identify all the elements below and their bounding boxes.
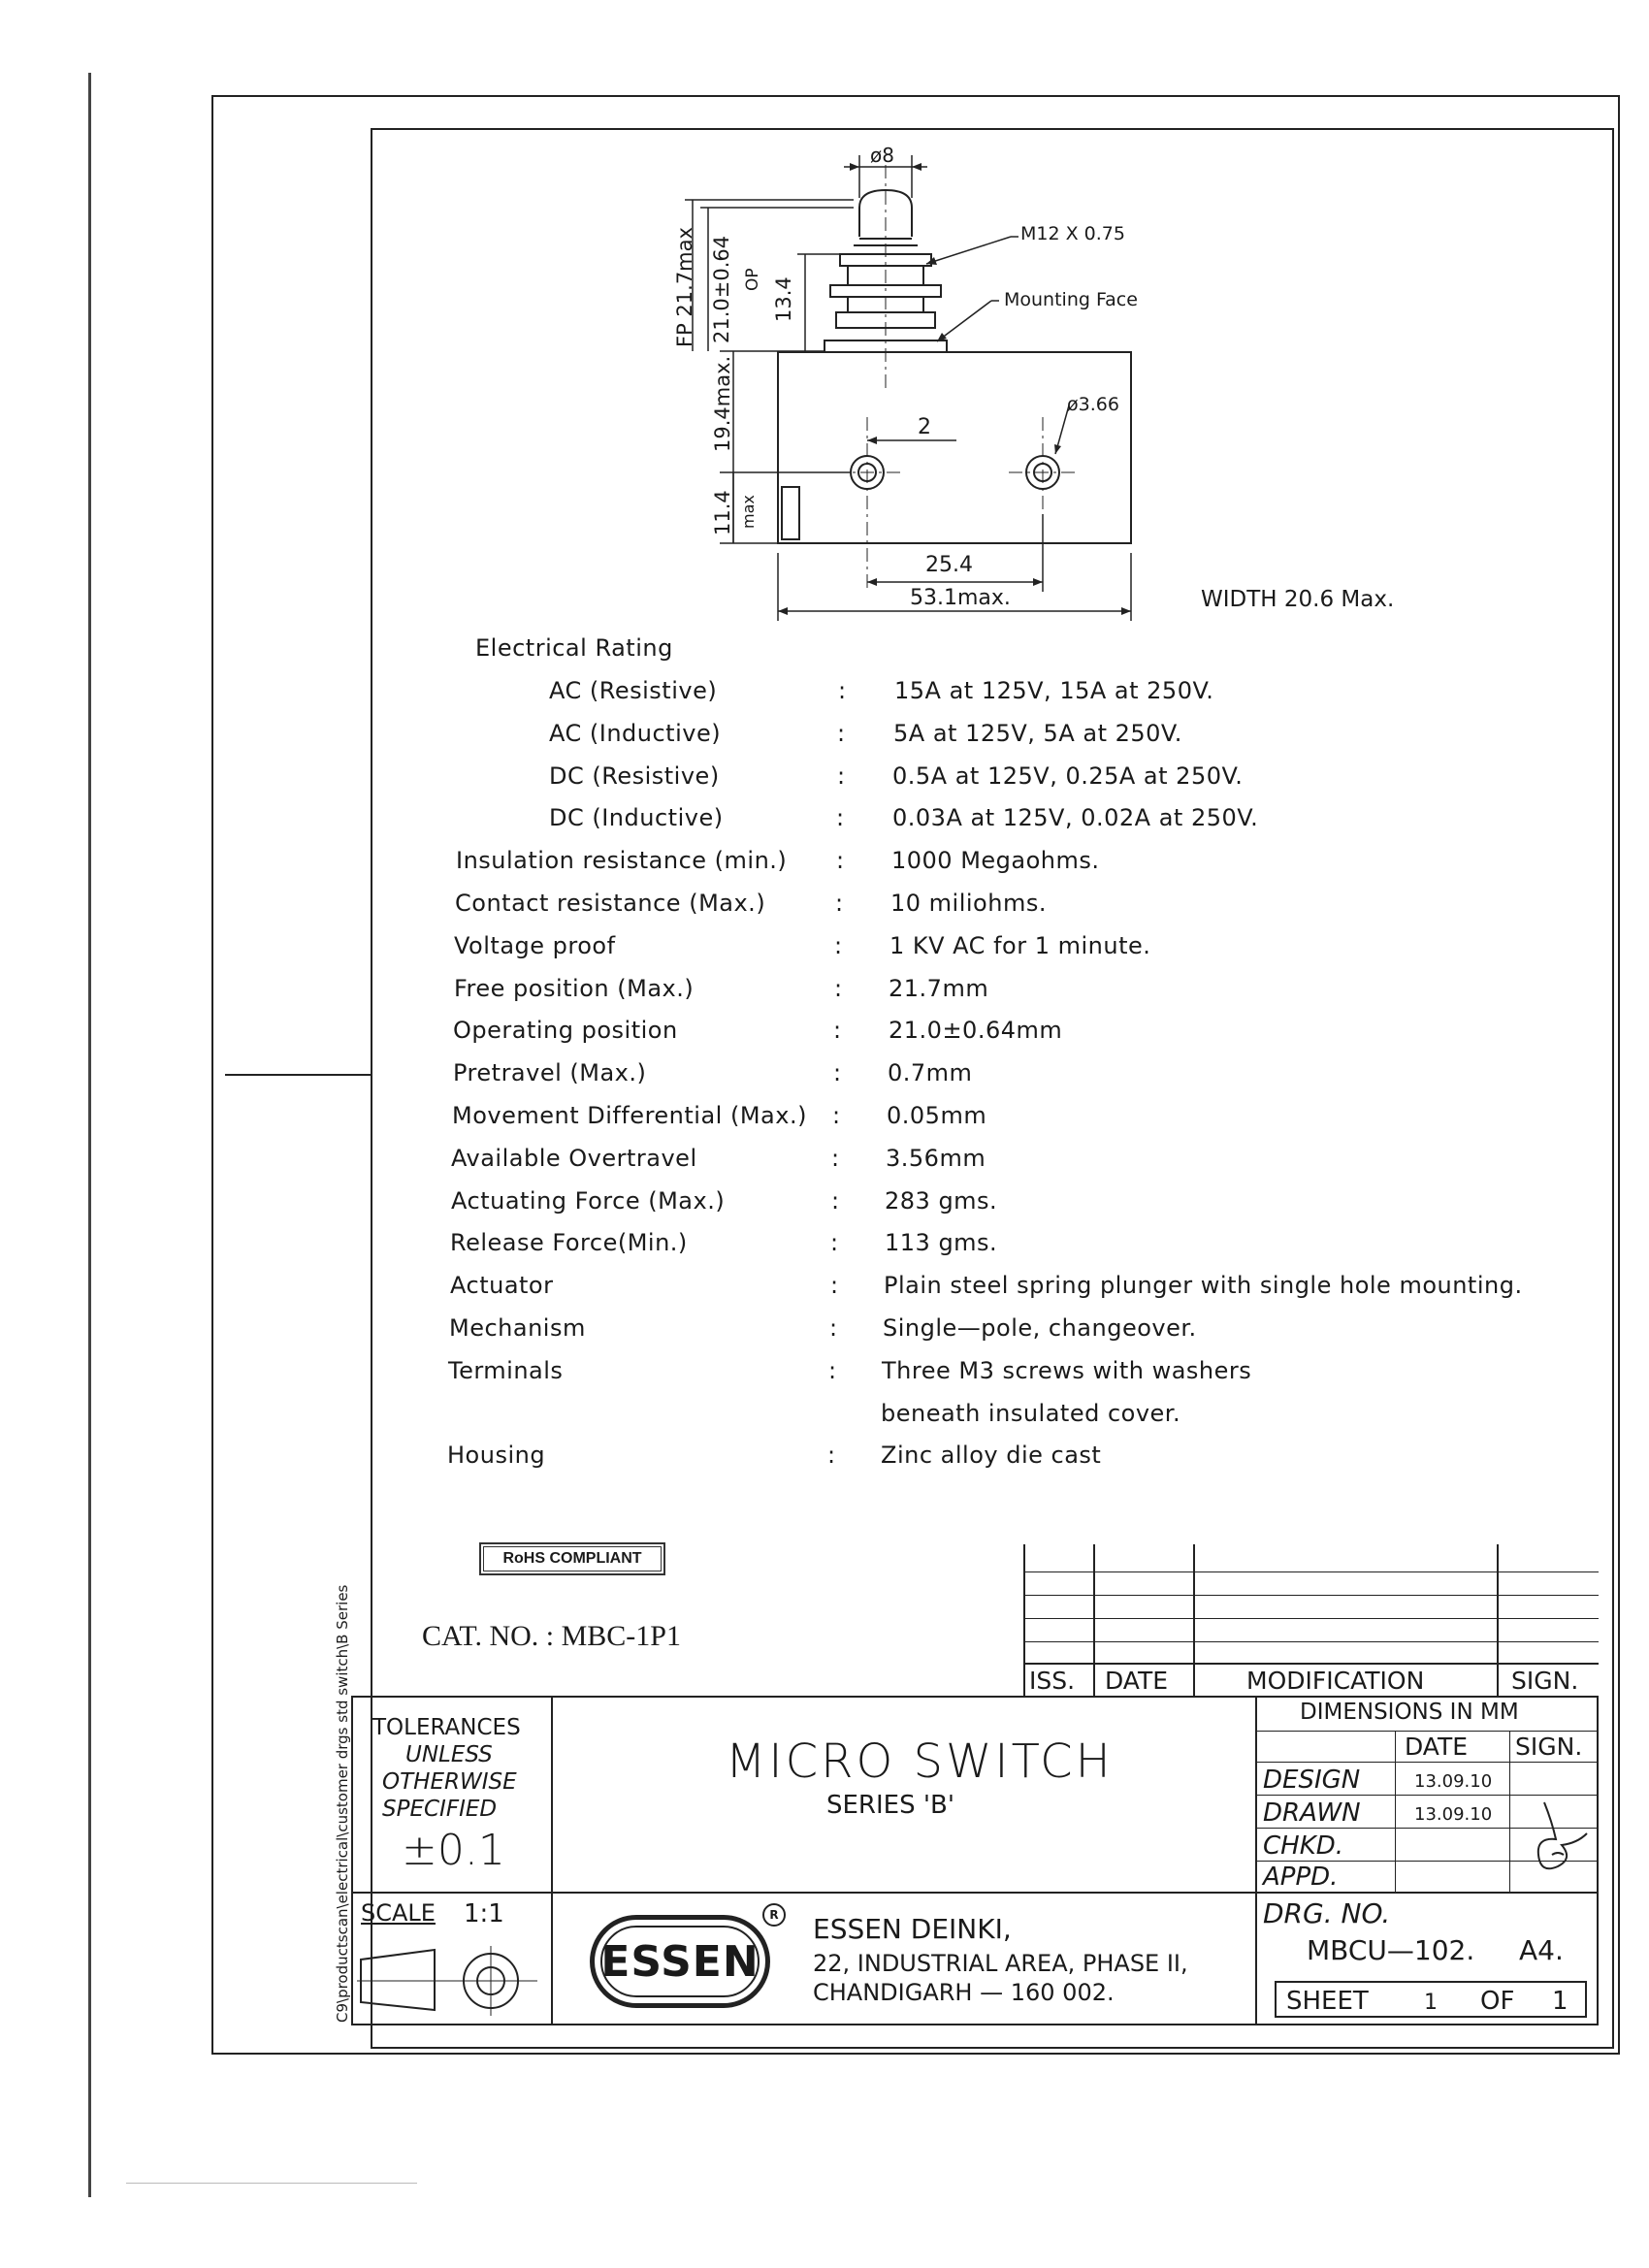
tolerances-line4: SPECIFIED (382, 1797, 498, 1822)
essen-logo (590, 1915, 770, 2008)
spec-colon: : (829, 1314, 838, 1342)
company-address-2: CHANDIGARH — 160 002. (813, 1979, 1115, 2006)
spec-value: 1000 Megaohms. (891, 847, 1100, 874)
spec-label: Actuator (450, 1272, 554, 1299)
spec-value: beneath insulated cover. (881, 1400, 1181, 1427)
revision-table (1023, 1544, 1599, 1698)
spec-value: 10 miliohms. (890, 890, 1047, 917)
spec-label: Available Overtravel (451, 1145, 697, 1172)
spec-label: Terminals (448, 1357, 564, 1384)
spec-colon: : (833, 1059, 842, 1086)
company-name: ESSEN DEINKI, (813, 1913, 1012, 1945)
rohs-badge (479, 1542, 665, 1575)
switch-drawing (0, 0, 1649, 660)
paper-size: A4. (1519, 1934, 1564, 1966)
spec-value: 0.03A at 125V, 0.02A at 250V. (892, 804, 1259, 831)
date-header: DATE (1405, 1733, 1469, 1761)
spec-label: DC (Inductive) (549, 804, 724, 831)
rev-header-sign: SIGN. (1511, 1667, 1579, 1695)
dim-53-1: 53.1max. (910, 586, 1011, 610)
mounting-face-callout: Mounting Face (1004, 289, 1138, 310)
dim-fp: FP 21.7max (673, 227, 696, 347)
spec-colon: : (838, 677, 847, 704)
spec-colon: : (831, 1187, 840, 1215)
tolerance-value: ±0.1 (402, 1826, 505, 1875)
spec-colon: : (837, 720, 846, 747)
spec-value: 0.05mm (887, 1102, 987, 1129)
spec-colon: : (830, 1272, 839, 1299)
rev-header-iss: ISS. (1029, 1667, 1076, 1695)
drawing-subtitle: SERIES 'B' (826, 1791, 954, 1820)
spec-colon: : (827, 1442, 836, 1469)
terminal-tab (782, 487, 799, 539)
dim-25-4: 25.4 (925, 553, 973, 577)
appd-label: APPD. (1263, 1863, 1339, 1892)
spec-value: 21.7mm (889, 975, 989, 1002)
spec-label: Mechanism (449, 1314, 586, 1342)
electrical-rating-heading: Electrical Rating (475, 634, 673, 662)
spec-label: Operating position (453, 1017, 678, 1044)
logo-text: ESSEN (600, 1936, 760, 1987)
spec-label: Actuating Force (Max.) (451, 1187, 726, 1215)
margin-crossbar (225, 1074, 371, 1076)
tolerances-line1: TOLERANCES (372, 1715, 521, 1740)
spec-colon: : (836, 804, 845, 831)
spec-label: DC (Resistive) (549, 762, 720, 790)
spec-value: Three M3 screws with washers (882, 1357, 1252, 1384)
side-path-text: C9\productscan\electrical\customer drgs std switch\B Series (334, 1584, 351, 2023)
spec-colon: : (830, 1229, 839, 1256)
dim-2: 2 (918, 415, 931, 439)
spec-label: Voltage proof (454, 932, 616, 959)
spec-label: AC (Resistive) (549, 677, 718, 704)
spec-colon: : (831, 1145, 840, 1172)
spec-colon: : (835, 890, 844, 917)
design-label: DESIGN (1263, 1766, 1361, 1795)
dim-diameter-top: ø8 (870, 144, 894, 167)
switch-body (778, 352, 1131, 543)
spec-value: 0.5A at 125V, 0.25A at 250V. (892, 762, 1244, 790)
spec-colon: : (837, 762, 846, 790)
drg-no-value: MBCU—102. (1307, 1934, 1475, 1966)
spec-value: Single—pole, changeover. (883, 1314, 1197, 1342)
chkd-label: CHKD. (1263, 1831, 1344, 1861)
rev-header-date: DATE (1105, 1667, 1169, 1695)
projection-symbol (357, 1942, 541, 2020)
spec-value: 113 gms. (885, 1229, 998, 1256)
spec-value: 3.56mm (886, 1145, 986, 1172)
spec-value: 283 gms. (885, 1187, 998, 1215)
sign-header: SIGN. (1515, 1733, 1583, 1761)
spec-value: Plain steel spring plunger with single hole mounting. (884, 1272, 1523, 1299)
spec-label: AC (Inductive) (549, 720, 722, 747)
spec-colon: : (834, 975, 843, 1002)
thread-callout: M12 X 0.75 (1020, 223, 1125, 244)
dim-11-4-max: max (739, 495, 758, 529)
spec-value: 15A at 125V, 15A at 250V. (894, 677, 1214, 704)
design-date: 13.09.10 (1414, 1771, 1493, 1792)
spec-colon: : (832, 1102, 841, 1129)
dim-hole-diameter: ø3.66 (1067, 394, 1119, 415)
drawn-label: DRAWN (1263, 1798, 1361, 1828)
dim-19-4: 19.4max. (711, 355, 734, 452)
scale-value: 1:1 (464, 1899, 504, 1928)
spec-label: Release Force(Min.) (450, 1229, 688, 1256)
width-note: WIDTH 20.6 Max. (1201, 587, 1395, 612)
spec-value: Zinc alloy die cast (881, 1442, 1102, 1469)
spec-value: 21.0±0.64mm (889, 1017, 1063, 1044)
drawing-title: MICRO SWITCH (726, 1734, 1114, 1789)
spec-label: Housing (447, 1442, 546, 1469)
spec-colon: : (828, 1357, 837, 1384)
spec-label: Pretravel (Max.) (453, 1059, 647, 1086)
dim-op-value: 21.0±0.64 (710, 235, 733, 343)
spec-colon: : (833, 1017, 842, 1044)
title-block (351, 1696, 1599, 2025)
spec-label: Movement Differential (Max.) (452, 1102, 807, 1129)
registered-mark (762, 1903, 786, 1927)
spec-label: Insulation resistance (min.) (456, 847, 788, 874)
dimensions-note: DIMENSIONS IN MM (1300, 1700, 1519, 1725)
tolerances-line3: OTHERWISE (382, 1769, 517, 1795)
dim-13-4: 13.4 (772, 276, 795, 322)
dim-11-4: 11.4 (711, 490, 734, 535)
sheet-label: SHEET (1286, 1987, 1369, 2016)
drawn-date: 13.09.10 (1414, 1804, 1493, 1825)
spec-colon: : (834, 932, 843, 959)
tolerances-line2: UNLESS (405, 1742, 493, 1767)
registered-mark-letter: R (769, 1908, 779, 1922)
spec-label: Contact resistance (Max.) (455, 890, 766, 917)
dim-op-label: OP (743, 268, 762, 291)
spec-label: Free position (Max.) (454, 975, 695, 1002)
cat-no: CAT. NO. : MBC-1P1 (422, 1620, 681, 1652)
spec-value: 1 KV AC for 1 minute. (889, 932, 1151, 959)
company-address-1: 22, INDUSTRIAL AREA, PHASE II, (813, 1950, 1188, 1977)
of-label: OF (1480, 1987, 1515, 2016)
spec-value: 0.7mm (888, 1059, 973, 1086)
spec-value: 5A at 125V, 5A at 250V. (893, 720, 1182, 747)
spec-colon: : (836, 847, 845, 874)
scan-bottom-line (126, 2183, 417, 2184)
sheet-number: 1 (1424, 1991, 1438, 2015)
rohs-text: RoHS COMPLIANT (502, 1550, 642, 1567)
drg-no-label: DRG. NO. (1263, 1897, 1391, 1929)
rev-header-modification: MODIFICATION (1246, 1667, 1425, 1695)
signature (1523, 1798, 1591, 1886)
scale-label: SCALE (361, 1899, 436, 1927)
sheet-total: 1 (1552, 1987, 1568, 2016)
